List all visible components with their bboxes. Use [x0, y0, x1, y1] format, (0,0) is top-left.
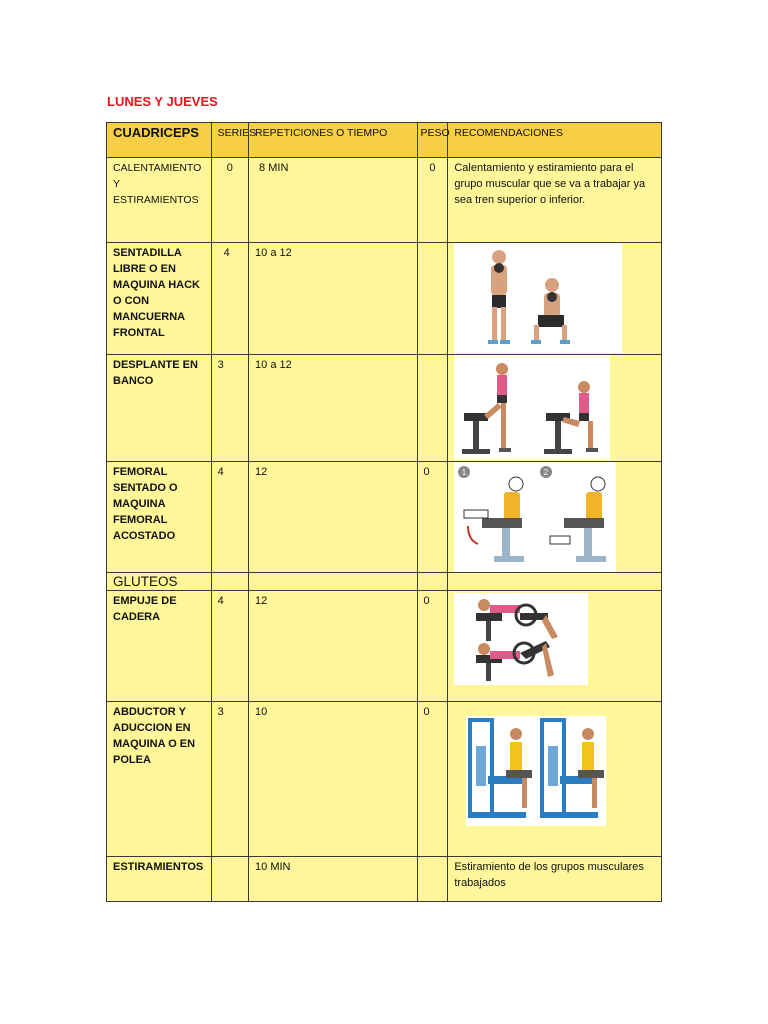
exercise-illustration-cell	[448, 591, 662, 702]
header-muscle: CUADRICEPS	[107, 123, 212, 158]
header-weight: PESO	[417, 123, 448, 158]
exercise-illustration-cell	[448, 702, 662, 857]
reps-value: 10 a 12	[249, 243, 417, 355]
table-row	[107, 158, 662, 243]
table-row	[107, 573, 662, 591]
weight-value: 0	[417, 591, 448, 702]
weight-value: 0	[417, 462, 448, 573]
step-1-label: 1	[462, 468, 467, 477]
reps-value: 8 MIN	[249, 158, 417, 243]
exercise-illustration-cell	[448, 243, 662, 355]
weight-value: 0	[417, 702, 448, 857]
weight-value	[417, 857, 448, 902]
series-value: 3	[211, 702, 248, 857]
series-value: 4	[211, 462, 248, 573]
series-value: 0	[211, 158, 248, 243]
weight-value	[417, 355, 448, 462]
header-recommendations: RECOMENDACIONES	[448, 123, 662, 158]
section-title-glutes: GLUTEOS	[107, 573, 212, 591]
series-value: 3	[211, 355, 248, 462]
series-value: 4	[211, 243, 248, 355]
exercise-name: SENTADILLA LIBRE O EN MAQUINA HACK O CON MANCUERNA FRONTAL	[107, 243, 212, 355]
header-series: SERIES	[211, 123, 248, 158]
exercise-name: CALENTAMIENTO Y ESTIRAMIENTOS	[107, 158, 212, 243]
series-value: 4	[211, 591, 248, 702]
table-header-row	[107, 123, 662, 158]
reps-value: 10 MIN	[249, 857, 417, 902]
recommendation-text: Calentamiento y estiramiento para el grupo muscular que se va a trabajar ya sea tren superior o inferior.	[448, 158, 662, 243]
table-row	[107, 243, 662, 355]
recommendation-text: Estiramiento de los grupos musculares trabajados	[448, 857, 662, 902]
exercise-name: EMPUJE DE CADERA	[107, 591, 212, 702]
table-row	[107, 702, 662, 857]
exercise-illustration-cell	[448, 462, 662, 573]
exercise-illustration-cell	[448, 355, 662, 462]
hip-thrust-illustration	[454, 593, 588, 685]
series-value	[211, 857, 248, 902]
squat-illustration	[454, 243, 622, 353]
weight-value: 0	[417, 158, 448, 243]
lunge-illustration	[454, 355, 610, 460]
day-title: LUNES Y JUEVES	[107, 94, 218, 109]
workout-table	[106, 122, 662, 902]
reps-value: 12	[249, 462, 417, 573]
reps-value: 12	[249, 591, 417, 702]
reps-value: 10 a 12	[249, 355, 417, 462]
exercise-name: DESPLANTE EN BANCO	[107, 355, 212, 462]
table-row	[107, 857, 662, 902]
header-reps: REPETICIONES O TIEMPO	[249, 123, 417, 158]
weight-value	[417, 243, 448, 355]
leg-curl-illustration	[454, 462, 616, 572]
exercise-name: FEMORAL SENTADO O MAQUINA FEMORAL ACOSTADO	[107, 462, 212, 573]
table-row	[107, 462, 662, 573]
table-row	[107, 355, 662, 462]
abductor-illustration	[466, 716, 606, 826]
exercise-name: ABDUCTOR Y ADUCCION EN MAQUINA O EN POLEA	[107, 702, 212, 857]
step-2-label: 2	[544, 468, 549, 477]
reps-value: 10	[249, 702, 417, 857]
table-row	[107, 591, 662, 702]
exercise-name: ESTIRAMIENTOS	[107, 857, 212, 902]
